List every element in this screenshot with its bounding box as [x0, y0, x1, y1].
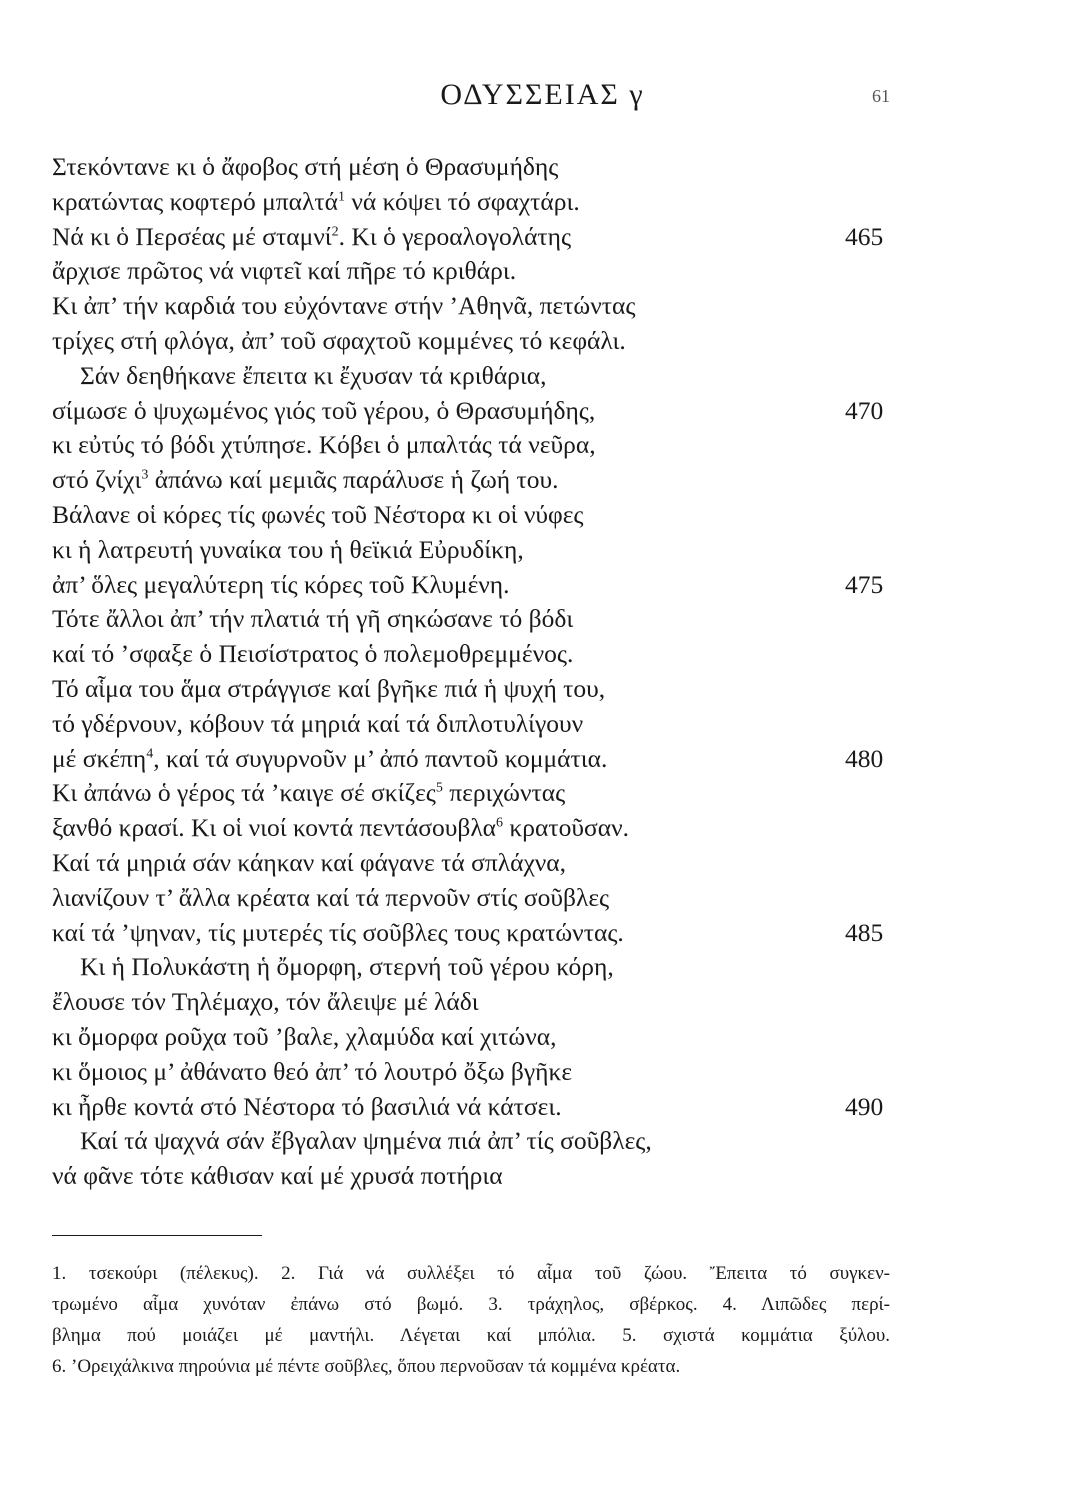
verse-line-text — [80, 1124, 652, 1159]
verse-text-continued: . Κι ὁ γεροαλογολάτης — [338, 221, 572, 251]
verse-line — [0, 846, 1085, 881]
verse-line-text — [52, 672, 605, 707]
footnote-marker: 6 — [496, 815, 504, 831]
verse-line-text — [52, 428, 596, 463]
verse-text: Στεκόντανε κι ὁ ἄφοβος στή μέση ὁ Θρασυμήδης — [52, 152, 559, 181]
footnote-marker: 4 — [146, 746, 154, 762]
verse-line-text — [52, 394, 595, 429]
verse-text-continued: ἀπάνω καί μεμιᾶς παράλυσε ἡ ζωή του. — [148, 465, 559, 495]
verse-line-text — [52, 881, 609, 916]
verse-line — [0, 637, 1085, 672]
verse-line-text — [52, 776, 565, 811]
verse-line-text — [52, 150, 558, 185]
verse-line — [0, 1159, 1085, 1194]
verse-text: κι ὄμορφα ροῦχα τοῦ ’βαλε, χλαμύδα καί χιτώνα, — [52, 1021, 557, 1051]
verse-line-text — [52, 811, 629, 846]
line-number: 465 — [845, 221, 884, 251]
verse-line — [0, 707, 1085, 742]
verse-text: κρατώντας κοφτερό μπαλτά — [52, 186, 339, 216]
verse-text: Κι ἀπάνω ὁ γέρος τά ’καιγε σέ σκίζες — [52, 778, 436, 808]
verse-line — [0, 428, 1085, 463]
footnote-marker: 2 — [331, 224, 339, 240]
verse-text-continued: , καί τά συγυρνοῦν μ’ ἀπό παντοῦ κομμάτια. — [153, 743, 608, 773]
verse-text: στό ζνίχι — [52, 465, 142, 495]
verse-text: Τότε ἄλλοι ἀπ’ τήν πλατιά τή γῆ σηκώσανε τό βόδι — [52, 604, 574, 634]
verse-line-text — [52, 916, 624, 951]
line-number: 470 — [845, 395, 884, 425]
verse-line-text — [80, 950, 614, 985]
verse-text: Κι ἡ Πολυκάστη ἡ ὄμορφη, στερνή τοῦ γέρου κόρη, — [80, 952, 614, 982]
verse-line-text — [52, 568, 510, 603]
footnote-marker: 5 — [435, 780, 443, 796]
verse-text: καί τά ’ψηναν, τίς μυτερές τίς σοῦβλες τους κρατώντας. — [52, 917, 624, 947]
footnote-marker: 3 — [141, 467, 149, 483]
verse-line-text — [52, 498, 584, 533]
line-number: 485 — [845, 917, 884, 947]
verse-line-text — [52, 1020, 556, 1055]
verse-line — [0, 568, 1085, 603]
verse-line-text — [52, 846, 566, 881]
verse-line — [0, 1090, 1085, 1125]
line-number: 475 — [845, 569, 884, 599]
verse-line — [0, 672, 1085, 707]
verse-line — [0, 150, 1085, 185]
verse-text: ἀπ’ ὅλες μεγαλύτερη τίς κόρες τοῦ Κλυμένη. — [52, 569, 510, 599]
verse-line-text — [52, 254, 516, 289]
footnotes-block — [52, 1258, 890, 1382]
line-number: 490 — [845, 1091, 884, 1121]
footnote-line: 1. τσεκούρι (πέλεκυς). 2. Γιά νά συλλέξει τό αἷμα τοῦ ζώου. Ἔπειτα τό συγκεν- — [52, 1263, 890, 1284]
verse-line — [0, 811, 1085, 846]
verse-text: τό γδέρνουν, κόβουν τά μηριά καί τά διπλοτυλίγουν — [52, 708, 584, 738]
verse-line-text — [52, 324, 626, 359]
verse-text: κι ὅμοιος μ’ ἀθάνατο θεό ἀπ’ τό λουτρό ὄξω βγῆκε — [52, 1056, 573, 1086]
verse-text: λιανίζουν τ’ ἄλλα κρέατα καί τά περνοῦν στίς σοῦβλες — [52, 882, 610, 912]
verse-text: καί τό ’σφαξε ὁ Πεισίστρατος ὁ πολεμοθρεμμένος. — [52, 639, 574, 669]
line-number: 480 — [845, 743, 884, 773]
verse-line-text — [52, 1159, 503, 1194]
verse-line — [0, 289, 1085, 324]
verse-line-text — [52, 637, 573, 672]
verse-line — [0, 498, 1085, 533]
verse-text: ἄρχισε πρῶτος νά νιφτεῖ καί πῆρε τό κριθάρι. — [52, 256, 517, 286]
footnote-line: 6. ’Ορειχάλκινα πηρούνια μέ πέντε σοῦβλες, ὅπου περνοῦσαν τά κομμένα κρέατα. — [52, 1356, 681, 1377]
verse-line — [0, 776, 1085, 811]
verse-line-text — [52, 220, 571, 255]
verse-line — [0, 1124, 1085, 1159]
page-number: 61 — [872, 86, 890, 106]
verse-line-text — [52, 985, 479, 1020]
verse-text: τρίχες στή φλόγα, ἀπ’ τοῦ σφαχτοῦ κομμένες τό κεφάλι. — [52, 325, 626, 355]
verse-text: ἔλουσε τόν Τηλέμαχο, τόν ἄλειψε μέ λάδι — [52, 987, 479, 1017]
footnote-marker: 1 — [338, 189, 346, 205]
verse-line-text — [52, 707, 583, 742]
verse-line — [0, 394, 1085, 429]
verse-text: κι εὐτύς τό βόδι χτύπησε. Κόβει ὁ μπαλτάς τά νεῦρα, — [52, 430, 596, 460]
verse-line-text — [52, 742, 607, 777]
verse-text: κι ἡ λατρευτή γυναίκα του ἡ θεϊκιά Εὐρυδίκη, — [52, 534, 524, 564]
verse-text-continued: περιχώντας — [442, 778, 566, 808]
verse-line — [0, 881, 1085, 916]
verse-text-continued: κρατοῦσαν. — [503, 813, 629, 843]
footnote-divider — [52, 1235, 262, 1236]
verse-line-text — [52, 1055, 572, 1090]
verse-line-text — [80, 359, 547, 394]
verse-line — [0, 916, 1085, 951]
verse-line-text — [52, 602, 573, 637]
verse-block — [0, 150, 1085, 1194]
verse-text: κι ἦρθε κοντά στό Νέστορα τό βασιλιά νά κάτσει. — [52, 1091, 562, 1121]
verse-text: Σάν δεηθήκανε ἔπειτα κι ἔχυσαν τά κριθάρια, — [80, 360, 547, 390]
verse-line — [0, 1055, 1085, 1090]
footnote-line: βλημα πού μοιάζει μέ μαντήλι. Λέγεται καί μπόλια. 5. σχιστά κομμάτια ξύλου. — [52, 1325, 890, 1346]
verse-line — [0, 359, 1085, 394]
verse-text: Τό αἷμα του ἅμα στράγγισε καί βγῆκε πιά ἡ ψυχή του, — [52, 673, 606, 703]
verse-line — [0, 950, 1085, 985]
verse-line — [0, 602, 1085, 637]
verse-text-continued: νά κόψει τό σφαχτάρι. — [345, 186, 580, 216]
verse-text: Καί τά ψαχνά σάν ἔβγαλαν ψημένα πιά ἀπ’ τίς σοῦβλες, — [80, 1126, 652, 1156]
verse-line-text — [52, 1090, 562, 1125]
verse-line-text — [52, 533, 524, 568]
verse-text: Καί τά μηριά σάν κάηκαν καί φάγανε τά σπλάχνα, — [52, 847, 567, 877]
verse-line-text — [52, 185, 580, 220]
page-title: ΟΔΥΣΣΕΙΑΣ γ — [440, 78, 645, 111]
verse-text: ξανθό κρασί. Κι οἱ νιοί κοντά πεντάσουβλα — [52, 813, 497, 843]
verse-line — [0, 185, 1085, 220]
verse-line — [0, 324, 1085, 359]
verse-line — [0, 220, 1085, 255]
footnote-line: τρωμένο αἷμα χυνόταν ἐπάνω στό βωμό. 3. τράχηλος, σβέρκος. 4. Λιπῶδες περί- — [52, 1294, 890, 1315]
verse-text: Νά κι ὁ Περσέας μέ σταμνί — [52, 221, 332, 251]
verse-text: Βάλανε οἱ κόρες τίς φωνές τοῦ Νέστορα κι οἱ νύφες — [52, 499, 584, 529]
verse-text: νά φᾶνε τότε κάθισαν καί μέ χρυσά ποτήρια — [52, 1161, 503, 1191]
verse-line-text — [52, 463, 558, 498]
verse-line — [0, 985, 1085, 1020]
verse-text: μέ σκέπη — [52, 743, 147, 773]
verse-line — [0, 254, 1085, 289]
verse-line — [0, 1020, 1085, 1055]
verse-line — [0, 463, 1085, 498]
verse-line-text — [52, 289, 635, 324]
verse-text: σίμωσε ὁ ψυχωμένος γιός τοῦ γέρου, ὁ Θρασυμήδης, — [52, 395, 596, 425]
verse-text: Κι ἀπ’ τήν καρδιά του εὐχόντανε στήν ’Αθηνᾶ, πετώντας — [52, 291, 636, 321]
verse-line — [0, 533, 1085, 568]
verse-line — [0, 742, 1085, 777]
